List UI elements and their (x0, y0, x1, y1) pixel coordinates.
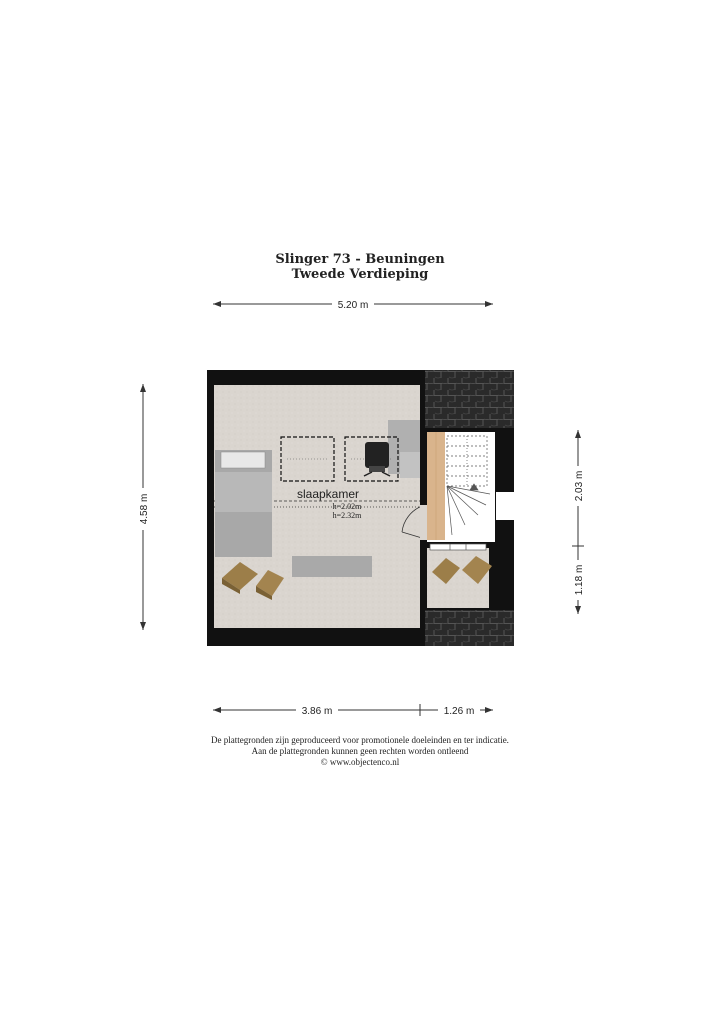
roof-tiles-bottom (424, 610, 514, 646)
right-lower-label: 1.18 m (574, 564, 585, 596)
ceiling-height-1: h=2.02m (332, 502, 362, 511)
disclaimer-line-2: Aan de plattegronden kunnen geen rechten worden ontleend (251, 746, 469, 756)
bottom-left-label: 3.86 m (301, 706, 333, 717)
room-name: slaapkamer (296, 487, 360, 501)
bottom-dimension (213, 703, 493, 717)
left-dimension (136, 384, 150, 630)
copyright-link[interactable]: © www.objectenco.nl (320, 757, 400, 767)
top-dimension (213, 297, 493, 311)
roof-tiles-top (424, 370, 514, 428)
disclaimer-line-1: De plattegronden zijn geproduceerd voor promotionele doeleinden en ter indicatie. (211, 735, 509, 745)
left-height-label: 4.58 m (139, 493, 150, 525)
desk (400, 452, 420, 478)
right-upper-label: 2.03 m (574, 470, 585, 502)
storage-shelf (430, 544, 486, 550)
bottom-right-label: 1.26 m (443, 706, 475, 717)
right-dimension (571, 430, 585, 614)
ceiling-height-2: h=2.32m (332, 511, 362, 520)
stair-window (496, 492, 514, 520)
floor-subtitle: Tweede Verdieping (291, 267, 429, 282)
top-width-label: 5.20 m (337, 300, 369, 311)
door-opening (420, 505, 427, 540)
bed (215, 450, 272, 557)
plan-title: Slinger 73 - Beuningen (275, 252, 445, 267)
low-cabinet (292, 556, 372, 577)
